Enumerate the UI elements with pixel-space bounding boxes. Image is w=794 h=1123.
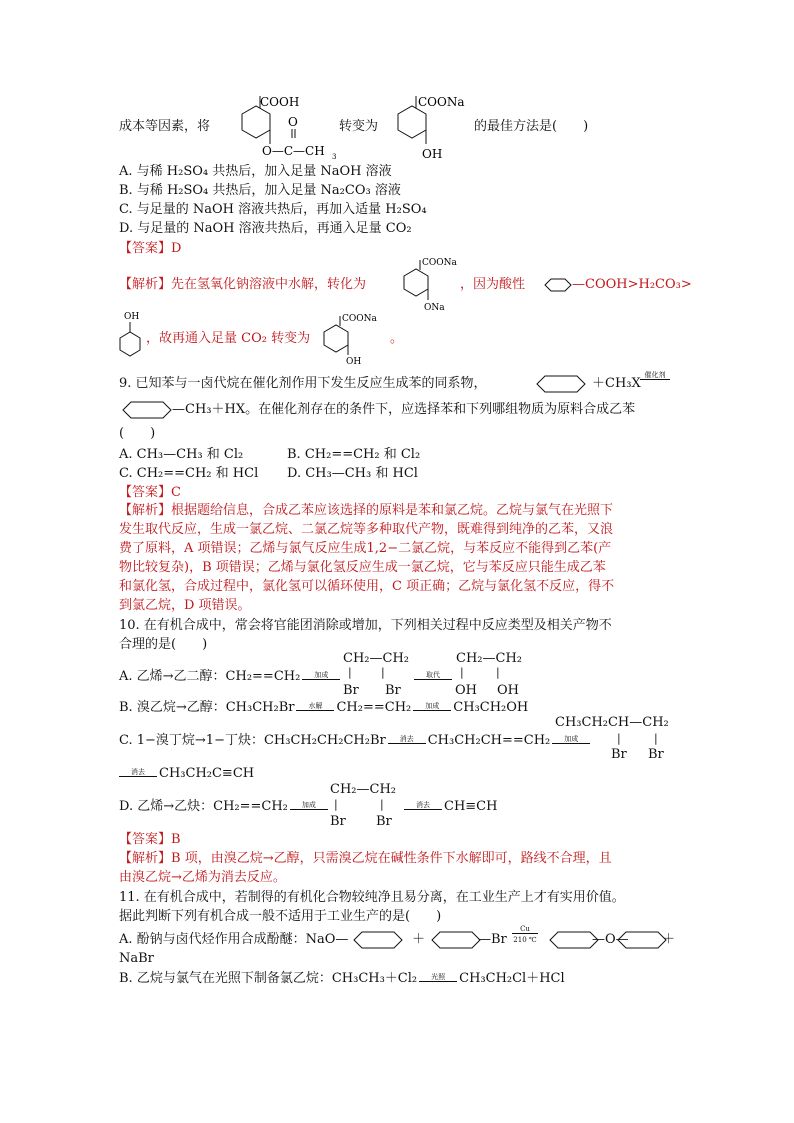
q10-a-oh2: OH xyxy=(497,683,519,698)
q10-d-br2: Br xyxy=(376,814,392,829)
q9-stem-1b: ＋CH₃X xyxy=(592,376,641,391)
reaction-arrow xyxy=(404,802,442,812)
q9-answer xyxy=(119,484,181,502)
answer-label: 【答案】 xyxy=(119,241,172,256)
q9-analysis-5: 和氯化氢，合成过程中，氯化氢可以循环使用，C 项正确；乙烷与氯化氢不反应，得不 xyxy=(119,579,615,594)
reaction-arrow xyxy=(119,769,157,779)
q8-option-c: C. 与足量的 NaOH 溶液共热后，再加入适量 H₂SO₄ xyxy=(119,202,427,217)
q10-a-oh1: OH xyxy=(455,683,477,698)
q8-stem-a: 成本等因素，将 xyxy=(119,119,211,134)
mol1-sub3: 3 xyxy=(332,153,337,161)
q10-analysis-1 xyxy=(119,850,612,868)
q8-analysis-5: 。 xyxy=(390,331,404,346)
q10-c-br1: Br xyxy=(611,747,627,762)
q10-d-br1: Br xyxy=(330,814,346,829)
sodium-salicylate-structure xyxy=(378,92,488,164)
q10-analysis-2: 由溴乙烷→乙烯为消去反应。 xyxy=(119,870,286,885)
q9-analysis-2: 发生取代反应，生成一氯乙烷、二氯乙烷等多种取代产物，既难得到纯净的乙苯，又浪 xyxy=(119,522,614,537)
q10-c-text-1: C. 1−溴丁烷→1−丁炔：CH₃CH₂CH₂CH₂Br xyxy=(119,733,386,748)
bond-line: | xyxy=(381,666,385,679)
q11-a-o: —O— xyxy=(592,932,629,947)
answer-value: B xyxy=(171,832,181,847)
analysis-text: 先在氢氧化钠溶液中水解，转化为 xyxy=(171,277,367,292)
q11-a-br: —Br xyxy=(478,932,507,947)
q9-stem-3: ( ) xyxy=(119,426,156,441)
mol4-oh: OH xyxy=(124,312,140,322)
reaction-arrow xyxy=(290,802,328,812)
arrow-label: 加成 xyxy=(425,701,440,710)
analysis-label: 【解析】 xyxy=(119,851,172,866)
q10-b-text-1: B. 溴乙烷→乙醇：CH₃CH₂Br xyxy=(119,700,295,715)
sodium-salicylate-small-structure xyxy=(320,312,400,366)
q10-c-text-3: CH₃CH₂C≡CH xyxy=(159,766,255,781)
q10-stem-1: 10. 在有机合成中，常会将官能团消除或增加，下列相关过程中反应类型及相关产物不 xyxy=(119,618,612,633)
reaction-arrow xyxy=(414,672,452,682)
reaction-arrow xyxy=(552,736,590,746)
q8-stem-b: 转变为 xyxy=(339,119,379,134)
answer-label: 【答案】 xyxy=(119,832,172,847)
q8-option-a: A. 与稀 H₂SO₄ 共热后，加入足量 NaOH 溶液 xyxy=(119,164,392,179)
analysis-label: 【解析】 xyxy=(119,277,172,292)
q8-analysis-1 xyxy=(119,276,366,294)
bond-line: | xyxy=(496,666,500,679)
q11-b-text-2: CH₃CH₂Cl＋HCl xyxy=(459,971,565,986)
q11-a-cat-bottom: 210 ℃ xyxy=(513,936,537,944)
aspirin-structure xyxy=(222,92,352,164)
mol3-ona: ONa xyxy=(424,303,445,313)
q8-option-b: B. 与稀 H₂SO₄ 共热后，加入足量 Na₂CO₃ 溶液 xyxy=(119,183,401,198)
q10-d-text-1: D. 乙烯→乙炔：CH₂==CH₂ xyxy=(119,799,288,814)
catalyst-label: 催化剂 xyxy=(640,371,670,380)
q11-b-text-1: B. 乙烷与氯气在光照下制备氯乙烷：CH₃CH₃＋Cl₂ xyxy=(119,971,418,986)
q10-a-br2: Br xyxy=(385,683,401,698)
q10-a-top1: CH₂—CH₂ xyxy=(343,651,409,666)
mol2-oh: OH xyxy=(422,147,443,161)
reaction-arrow xyxy=(296,703,334,713)
mol2-coona: COONa xyxy=(418,95,465,109)
q10-option-a xyxy=(119,668,342,686)
q10-a-top2: CH₂—CH₂ xyxy=(456,651,522,666)
q9-option-c: C. CH₂==CH₂ 和 HCl xyxy=(119,466,259,481)
arrow-label: 加成 xyxy=(314,670,329,679)
bond-line: | xyxy=(348,666,352,679)
mol5-oh: OH xyxy=(346,357,362,367)
q10-c-top: CH₃CH₂CH—CH₂ xyxy=(555,715,669,730)
q10-a-br1: Br xyxy=(343,683,359,698)
bond-line: | xyxy=(334,798,338,811)
mol1-cooh: COOH xyxy=(260,95,300,109)
q11-a-cat-top: Cu xyxy=(512,925,538,934)
q8-stem-c: 的最佳方法是( ) xyxy=(474,119,589,134)
mol3-coona: COONa xyxy=(422,258,457,268)
q10-d-text-2: CH≡CH xyxy=(444,799,498,814)
reaction-arrow xyxy=(388,736,426,746)
benzene-ring-icon xyxy=(350,928,410,952)
reaction-arrow xyxy=(419,974,457,984)
bond-line: | xyxy=(654,732,658,745)
q11-a-plus2: ＋ xyxy=(662,932,676,947)
q9-option-b: B. CH₂==CH₂ 和 Cl₂ xyxy=(287,447,421,462)
answer-label: 【答案】 xyxy=(119,485,172,500)
phenol-structure xyxy=(118,310,148,366)
q10-answer xyxy=(119,831,181,849)
analysis-text: 根据题给信息，合成乙苯应该选择的原料是苯和氯乙烷。乙烷与氯气在光照下 xyxy=(171,503,614,518)
q10-option-d-cont xyxy=(402,798,497,816)
mol1-o-top: O xyxy=(288,115,298,129)
reaction-arrow xyxy=(413,703,451,713)
q10-b-text-2: CH₂==CH₂ xyxy=(336,700,412,715)
q9-stem-2: —CH₃＋HX。在催化剂存在的条件下，应选择苯和下列哪组物质为原料合成乙苯 xyxy=(172,402,636,417)
q9-analysis-3: 费了原料，A 项错误；乙烯与氯气反应生成1,2−二氯乙烷，与苯反应不能得到乙苯(产 xyxy=(119,541,612,556)
q10-a-text: A. 乙烯→乙二醇：CH₂==CH₂ xyxy=(119,669,301,684)
q9-analysis-4: 物比较复杂)，B 项错误；乙烯与氯化氢反应生成一氯乙烷，它与苯反应只能生成乙苯 xyxy=(119,560,606,575)
bond-line: | xyxy=(617,732,621,745)
arrow-label: 水解 xyxy=(308,701,323,710)
q10-b-text-3: CH₃CH₂OH xyxy=(453,700,529,715)
reaction-arrow xyxy=(302,672,340,682)
q10-c-text-2: CH₃CH₂CH==CH₂ xyxy=(427,733,551,748)
q10-option-c xyxy=(119,732,592,750)
q10-d-top: CH₂—CH₂ xyxy=(330,782,396,797)
arrow-label: 消去 xyxy=(131,767,145,776)
q11-option-a xyxy=(119,931,348,949)
benzene-ring-icon xyxy=(119,399,179,421)
analysis-text: B 项，由溴乙烷→乙醇，只需溴乙烷在碱性条件下水解即可，路线不合理，且 xyxy=(171,851,612,866)
analysis-label: 【解析】 xyxy=(119,503,172,518)
q8-analysis-2: ，因为酸性 xyxy=(460,277,526,292)
arrow-label: 消去 xyxy=(399,734,414,743)
mol5-coona: COONa xyxy=(342,314,377,324)
q11-a-nabr: NaBr xyxy=(119,951,154,966)
q11-option-b xyxy=(119,970,565,988)
answer-value: D xyxy=(171,241,182,256)
arrow-label: 光照 xyxy=(431,972,446,981)
q11-a-plus: ＋ xyxy=(412,932,426,947)
q9-option-a: A. CH₃—CH₃ 和 Cl₂ xyxy=(119,447,244,462)
bond-line: | xyxy=(460,666,464,679)
arrow-label: 消去 xyxy=(416,800,430,809)
arrow-label: 取代 xyxy=(426,670,440,679)
q11-a-text: A. 酚钠与卤代烃作用合成酚醚：NaO— xyxy=(119,932,349,947)
q11-stem-2: 据此判断下列有机合成一般不适用于工业生产的是( ) xyxy=(119,909,442,924)
q8-option-d: D. 与足量的 NaOH 溶液共热后，再通入足量 CO₂ xyxy=(119,221,412,236)
arrow-label: 加成 xyxy=(301,800,316,809)
q8-answer xyxy=(119,240,181,258)
q8-analysis-4: ，故再通入足量 CO₂ 转变为 xyxy=(146,331,311,346)
q10-c-br2: Br xyxy=(648,747,664,762)
q10-option-b xyxy=(119,699,528,717)
q9-option-d: D. CH₃—CH₃ 和 HCl xyxy=(287,466,418,481)
q10-stem-2: 合理的是( ) xyxy=(119,637,208,652)
q11-stem-1: 11. 在有机合成中，若制得的有机化合物较纯净且易分离，在工业生产上才有实用价值。 xyxy=(119,890,625,905)
q9-stem-1 xyxy=(119,375,487,393)
q8-analysis-3: —COOH>H₂CO₃> xyxy=(572,277,692,292)
arrow-label: 加成 xyxy=(564,734,579,743)
q9-stem-1a: 9. 已知苯与一卤代烷在催化剂作用下发生反应生成苯的同系物， xyxy=(119,376,487,391)
q10-option-c-cont xyxy=(119,765,254,783)
bond-line: | xyxy=(380,798,384,811)
answer-value: C xyxy=(171,485,181,500)
q10-option-d xyxy=(119,798,330,816)
benzene-ring-icon xyxy=(533,373,593,395)
q9-analysis-6: 到氯乙烷，D 项错误。 xyxy=(119,598,251,613)
q9-analysis-1 xyxy=(119,502,613,520)
reaction-arrow-wrap xyxy=(412,668,454,686)
mol1-ester-link: O—C—CH xyxy=(262,144,325,158)
